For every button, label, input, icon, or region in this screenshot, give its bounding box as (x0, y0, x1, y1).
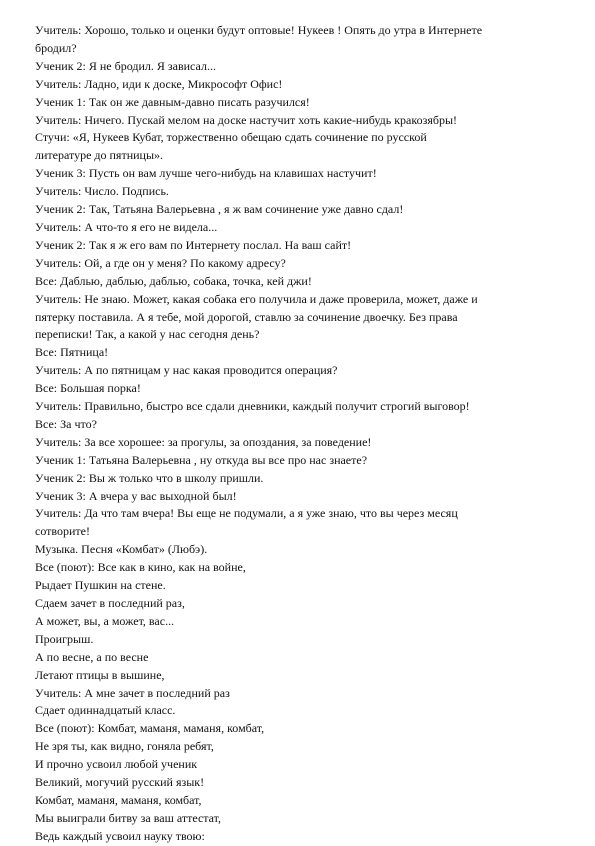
text-line: Комбат, маманя, маманя, комбат, (35, 792, 202, 807)
text-line: Учитель: А по пятницам у нас какая проводится операция? (35, 363, 338, 378)
text-line: Все: За что? (35, 416, 97, 431)
text-line: Учитель: За все хорошее: за прогулы, за опоздания, за поведение! (35, 434, 372, 449)
text-line: Учитель: Ладно, иди к доске, Микрософт Офис! (35, 76, 283, 91)
text-line: Ученик 2: Так, Татьяна Валерьевна , я ж вам сочинение уже давно сдал! (35, 202, 404, 217)
text-line: Учитель: Ой, а где он у меня? По какому адресу? (35, 255, 286, 270)
text-line: Все: Большая порка! (35, 381, 141, 396)
text-line: Ученик 2: Я не бродил. Я зависал... (35, 58, 216, 73)
text-line: Учитель: Ничего. Пускай мелом на доске настучит хоть какие-нибудь кракозябры! (35, 112, 458, 127)
text-line: Все (поют): Комбат, маманя, маманя, комбат, (35, 721, 265, 736)
text-line: Стучи: «Я, Нукеев Кубат, торжественно обещаю сдать сочинение по русской (35, 130, 427, 145)
text-line: Все: Даблью, даблью, даблью, собака, точка, кей джи! (35, 273, 312, 288)
text-line: Все (поют): Все как в кино, как на войне, (35, 560, 246, 575)
text-line: Ученик 2: Так я ж его вам по Интернету послал. На ваш сайт! (35, 237, 352, 252)
text-line: Сдает одиннадцатый класс. (35, 703, 176, 718)
text-line: Мы выиграли битву за ваш аттестат, (35, 810, 222, 825)
text-line: А может, вы, а может, вас... (35, 613, 175, 628)
text-line: сотворите! (35, 524, 90, 539)
text-line: Рыдает Пушкин на стене. (35, 578, 166, 593)
text-line: Сдаем зачет в последний раз, (35, 596, 185, 610)
text-line: Учитель: Правильно, быстро все сдали дневники, каждый получит строгий выговор! (35, 399, 470, 414)
text-line: пятерку поставила. А я тебе, мой дорогой, ставлю за сочинение двоечку. Без права (35, 309, 458, 324)
text-line: И прочно усвоил любой ученик (35, 757, 198, 772)
text-line: Летают птицы в вышине, (35, 667, 165, 682)
text-line: Ученик 1: Так он же давным-давно писать разучился! (35, 94, 310, 109)
text-line: Музыка. Песня «Комбат» (Любэ). (35, 542, 208, 557)
text-line: А по весне, а по весне (35, 649, 149, 664)
script-text (35, 22, 570, 846)
text-line: Учитель: А что-то я его не видела... (35, 219, 218, 234)
text-line: бродил? (35, 40, 77, 55)
text-line: Учитель: Хорошо, только и оценки будут оптовые! Нукеев ! Опять до утра в Интернете (35, 23, 483, 37)
text-line: Не зря ты, как видно, гоняла ребят, (35, 739, 214, 754)
text-line: Ученик 1: Татьяна Валерьевна , ну откуда вы все про нас знаете? (35, 452, 368, 467)
text-line: Учитель: Не знаю. Может, какая собака его получила и даже проверила, может, даже и (35, 291, 478, 306)
text-line: Ведь каждый усвоил науку твою: (35, 828, 205, 843)
text-line: Учитель: Да что там вчера! Вы еще не подумали, а я уже знаю, что вы через месяц (35, 506, 458, 521)
text-line: литературе до пятницы». (35, 148, 164, 163)
text-line: переписки! Так, а какой у нас сегодня день? (35, 327, 260, 342)
text-line: Все: Пятница! (35, 345, 109, 360)
text-line: Ученик 2: Вы ж только что в школу пришли. (35, 470, 264, 485)
text-line: Ученик 3: А вчера у вас выходной был! (35, 488, 237, 503)
text-line: Проигрыш. (35, 631, 94, 646)
text-line: Великий, могучий русский язык! (35, 775, 205, 790)
text-line: Учитель: А мне зачет в последний раз (35, 685, 230, 700)
text-line: Ученик 3: Пусть он вам лучше чего-нибудь на клавишах настучит! (35, 166, 377, 181)
text-line: Учитель: Число. Подпись. (35, 184, 169, 199)
